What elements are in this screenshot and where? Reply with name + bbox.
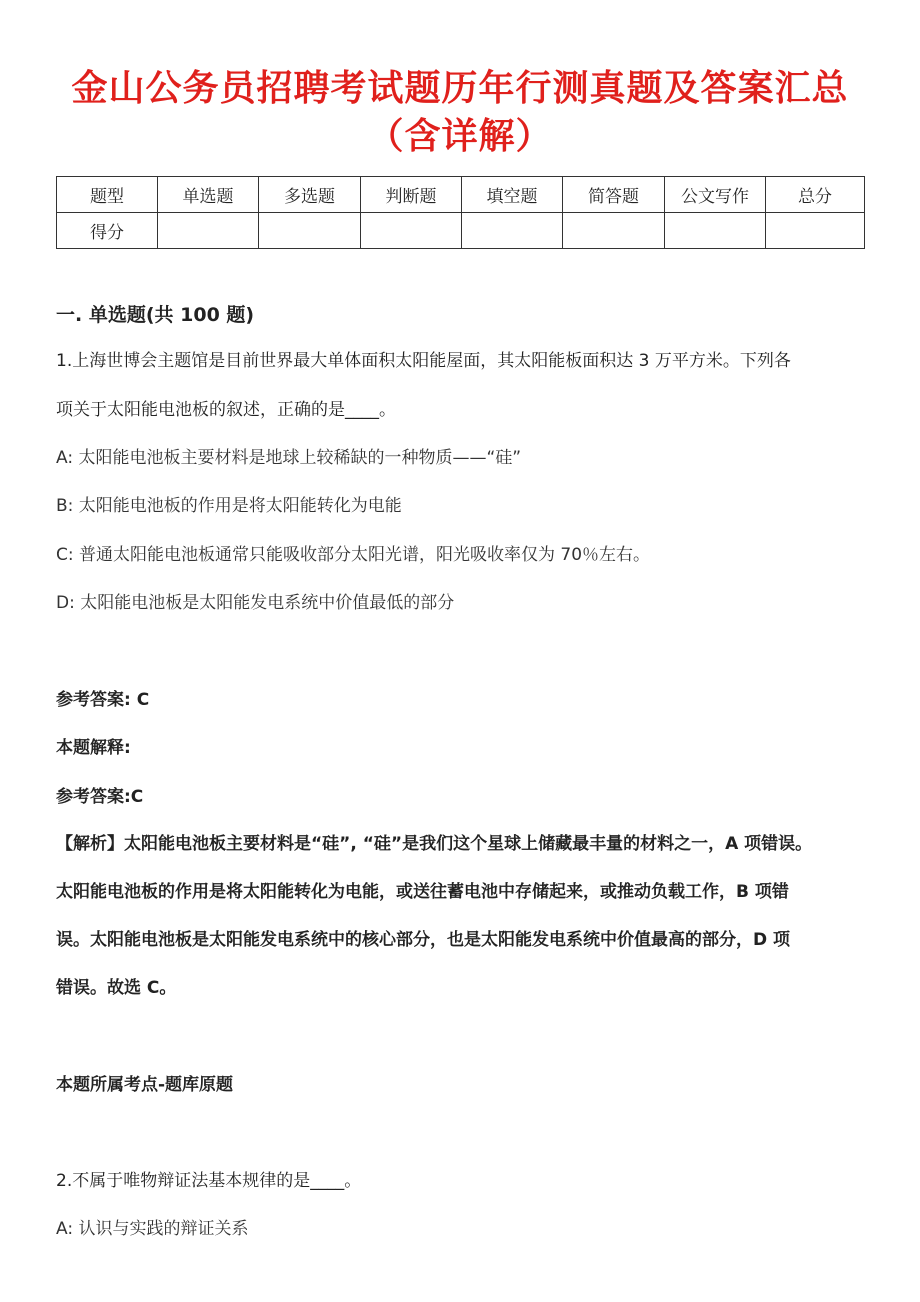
question-1-option-b: B: 太阳能电池板的作用是将太阳能转化为电能 [56,496,402,516]
question-1-analysis-line-3: 误。太阳能电池板是太阳能发电系统中的核心部分，也是太阳能发电系统中价值最高的部分，D 项 [56,930,791,950]
score-table-header-cell: 公文写作 [665,177,766,213]
question-1-analysis-line-2: 太阳能电池板的作用是将太阳能转化为电能，或送往蓄电池中存储起来，或推动负载工作，B 项错 [56,882,789,902]
score-table-header-cell: 总分 [766,177,865,213]
score-row-label: 得分 [57,213,158,249]
question-1-option-d: D: 太阳能电池板是太阳能发电系统中价值最低的部分 [56,593,455,613]
score-cell [665,213,766,249]
document-subtitle: （含详解） [367,115,553,157]
question-1-option-a: A: 太阳能电池板主要材料是地球上较稀缺的一种物质——“硅” [56,448,522,468]
score-table-score-row [57,213,865,249]
document-title: 金山公务员招聘考试题历年行测真题及答案汇总 [71,67,849,109]
score-cell [361,213,462,249]
score-table [56,176,865,249]
question-1-topic: 本题所属考点-题库原题 [56,1075,234,1095]
question-1-analysis-line-4: 错误。故选 C。 [56,978,177,998]
question-1-reference-answer: 参考答案: C [56,690,150,710]
score-table-header-cell: 填空题 [462,177,563,213]
question-1-analysis-line-1: 【解析】太阳能电池板主要材料是“硅”, “硅”是我们这个星球上储藏最丰量的材料之一，A 项错误。 [56,834,813,854]
question-1-explanation-label: 本题解释: [56,738,131,758]
question-1-reference-answer-repeat: 参考答案:C [56,787,144,807]
question-2-stem: 2.不属于唯物辩证法基本规律的是____。 [56,1171,362,1191]
score-cell [563,213,665,249]
score-table-header-cell: 判断题 [361,177,462,213]
score-cell [259,213,361,249]
question-1-option-c: C: 普通太阳能电池板通常只能吸收部分太阳光谱，阳光吸收率仅为 70％左右。 [56,545,651,565]
score-table-header-cell: 简答题 [563,177,665,213]
question-1-stem-line-1: 1.上海世博会主题馆是目前世界最大单体面积太阳能屋面，其太阳能板面积达 3 万平方米。下列各 [56,351,791,371]
score-cell [158,213,259,249]
score-table-header-row [57,177,865,213]
question-2-option-a: A: 认识与实践的辩证关系 [56,1219,249,1239]
score-cell [462,213,563,249]
score-table-header-cell: 单选题 [158,177,259,213]
score-table-header-cell: 多选题 [259,177,361,213]
question-1-stem-line-2: 项关于太阳能电池板的叙述，正确的是____。 [56,400,396,420]
score-table-header-cell: 题型 [57,177,158,213]
section-heading: 一. 单选题(共 100 题) [56,304,255,326]
score-cell [766,213,865,249]
